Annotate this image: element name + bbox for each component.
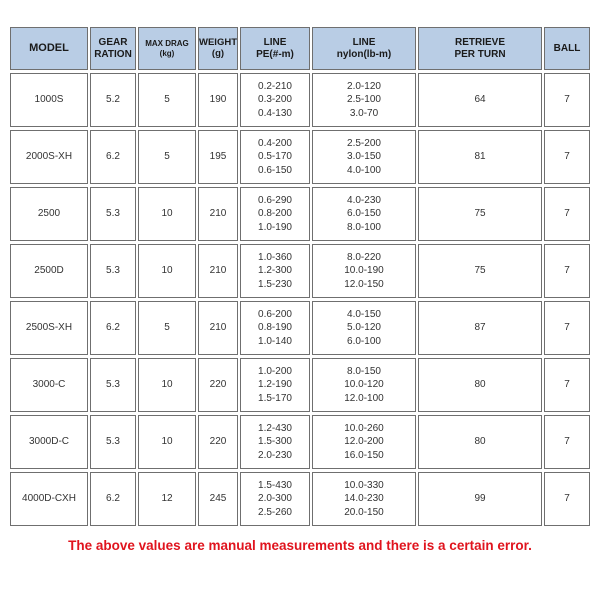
cell-line: 8.0-150	[347, 365, 381, 377]
header-line: nylon(lb-m)	[336, 48, 392, 60]
header-line: PE(#-m)	[256, 48, 294, 60]
spec-table	[8, 24, 592, 529]
weight-cell: 210	[198, 301, 238, 355]
cell-line: 1.0-360	[258, 251, 292, 263]
model-cell: 4000D-CXH	[10, 472, 88, 526]
retrieve-cell: 81	[418, 130, 542, 184]
cell-line: 2.5-200	[347, 137, 381, 149]
cell-line: 10.0-120	[344, 379, 384, 391]
retrieve-cell: 64	[418, 73, 542, 127]
gear-ratio-cell: 6.2	[90, 130, 136, 184]
line-pe-cell	[240, 472, 310, 526]
cell-line: 10.0-330	[344, 479, 384, 491]
header-weight	[198, 27, 238, 70]
line-pe-cell	[240, 415, 310, 469]
model-cell: 2000S-XH	[10, 130, 88, 184]
ball-cell: 7	[544, 187, 590, 241]
model-cell: 2500D	[10, 244, 88, 298]
max-drag-cell: 10	[138, 358, 196, 412]
max-drag-cell: 10	[138, 244, 196, 298]
line-pe-cell	[240, 244, 310, 298]
header-retrieve-per-turn	[418, 27, 542, 70]
ball-cell: 7	[544, 301, 590, 355]
measurement-note: The above values are manual measurements and there is a certain error.	[68, 538, 532, 553]
weight-cell: 245	[198, 472, 238, 526]
cell-line: 1.0-200	[258, 365, 292, 377]
retrieve-cell: 80	[418, 358, 542, 412]
line-nylon-cell	[312, 187, 416, 241]
cell-line: 1.0-140	[258, 335, 292, 347]
weight-cell: 210	[198, 187, 238, 241]
header-line: PER TURN	[454, 48, 506, 60]
header-line: LINE	[263, 37, 287, 48]
header-line: LINE	[352, 37, 376, 48]
cell-line: 10.0-190	[344, 265, 384, 277]
ball-cell: 7	[544, 358, 590, 412]
max-drag-cell: 5	[138, 73, 196, 127]
cell-line: 6.0-150	[347, 208, 381, 220]
cell-line: 6.0-100	[347, 335, 381, 347]
table-row	[10, 187, 590, 241]
cell-line: 1.2-300	[258, 265, 292, 277]
cell-line: 2.0-230	[258, 449, 292, 461]
gear-ratio-cell: 6.2	[90, 301, 136, 355]
line-pe-cell	[240, 358, 310, 412]
gear-ratio-cell: 5.3	[90, 358, 136, 412]
cell-line: 20.0-150	[344, 506, 384, 518]
cell-line: 12.0-150	[344, 278, 384, 290]
cell-line: 8.0-100	[347, 221, 381, 233]
model-cell: 1000S	[10, 73, 88, 127]
model-cell: 2500S-XH	[10, 301, 88, 355]
cell-line: 0.6-150	[258, 164, 292, 176]
header-line-pe	[240, 27, 310, 70]
weight-cell: 220	[198, 358, 238, 412]
header-line: RATION	[94, 48, 132, 60]
ball-cell: 7	[544, 73, 590, 127]
header-line: (kg)	[159, 48, 175, 58]
max-drag-cell: 12	[138, 472, 196, 526]
ball-cell: 7	[544, 415, 590, 469]
cell-line: 1.2-430	[258, 422, 292, 434]
ball-cell: 7	[544, 244, 590, 298]
line-nylon-cell	[312, 301, 416, 355]
weight-cell: 210	[198, 244, 238, 298]
header-line: WEIGHT	[199, 36, 237, 48]
cell-line: 2.0-120	[347, 80, 381, 92]
header-line: GEAR	[98, 37, 128, 48]
table-row	[10, 358, 590, 412]
header-line: MODEL	[29, 42, 69, 55]
cell-line: 5.0-120	[347, 322, 381, 334]
weight-cell: 190	[198, 73, 238, 127]
cell-line: 1.5-430	[258, 479, 292, 491]
line-pe-cell	[240, 130, 310, 184]
cell-line: 16.0-150	[344, 449, 384, 461]
retrieve-cell: 99	[418, 472, 542, 526]
cell-line: 1.0-190	[258, 221, 292, 233]
cell-line: 1.2-190	[258, 379, 292, 391]
cell-line: 14.0-230	[344, 493, 384, 505]
cell-line: 12.0-200	[344, 436, 384, 448]
header-line-nylon	[312, 27, 416, 70]
retrieve-cell: 80	[418, 415, 542, 469]
line-nylon-cell	[312, 358, 416, 412]
gear-ratio-cell: 5.2	[90, 73, 136, 127]
cell-line: 10.0-260	[344, 422, 384, 434]
cell-line: 12.0-100	[344, 392, 384, 404]
cell-line: 3.0-70	[349, 107, 379, 119]
cell-line: 4.0-150	[347, 308, 381, 320]
cell-line: 2.0-300	[258, 493, 292, 505]
weight-cell: 220	[198, 415, 238, 469]
cell-line: 4.0-100	[347, 164, 381, 176]
header-model	[10, 27, 88, 70]
max-drag-cell: 10	[138, 187, 196, 241]
retrieve-cell: 87	[418, 301, 542, 355]
cell-line: 0.2-210	[258, 80, 292, 92]
gear-ratio-cell: 5.3	[90, 415, 136, 469]
cell-line: 0.3-200	[258, 94, 292, 106]
weight-cell: 195	[198, 130, 238, 184]
model-cell: 2500	[10, 187, 88, 241]
max-drag-cell: 5	[138, 301, 196, 355]
table-row	[10, 244, 590, 298]
line-nylon-cell	[312, 73, 416, 127]
model-cell: 3000-C	[10, 358, 88, 412]
cell-line: 1.5-230	[258, 278, 292, 290]
cell-line: 0.6-200	[258, 308, 292, 320]
header-line: RETRIEVE	[454, 37, 505, 48]
ball-cell: 7	[544, 130, 590, 184]
cell-line: 0.4-130	[258, 107, 292, 119]
cell-line: 0.4-200	[258, 137, 292, 149]
cell-line: 1.5-300	[258, 436, 292, 448]
line-pe-cell	[240, 73, 310, 127]
cell-line: 8.0-220	[347, 251, 381, 263]
cell-line: 2.5-260	[258, 506, 292, 518]
line-pe-cell	[240, 301, 310, 355]
header-ball	[544, 27, 590, 70]
line-nylon-cell	[312, 244, 416, 298]
cell-line: 0.8-200	[258, 208, 292, 220]
gear-ratio-cell: 5.3	[90, 244, 136, 298]
line-nylon-cell	[312, 472, 416, 526]
header-line: MAX DRAG	[145, 39, 189, 49]
header-line: BALL	[553, 42, 581, 54]
table-row	[10, 472, 590, 526]
ball-cell: 7	[544, 472, 590, 526]
header-line: (g)	[211, 47, 225, 59]
table-row	[10, 415, 590, 469]
cell-line: 1.5-170	[258, 392, 292, 404]
header-max-drag	[138, 27, 196, 70]
line-pe-cell	[240, 187, 310, 241]
max-drag-cell: 10	[138, 415, 196, 469]
max-drag-cell: 5	[138, 130, 196, 184]
line-nylon-cell	[312, 415, 416, 469]
line-nylon-cell	[312, 130, 416, 184]
gear-ratio-cell: 5.3	[90, 187, 136, 241]
cell-line: 0.8-190	[258, 322, 292, 334]
cell-line: 4.0-230	[347, 194, 381, 206]
retrieve-cell: 75	[418, 187, 542, 241]
spec-table-body	[10, 73, 590, 526]
gear-ratio-cell: 6.2	[90, 472, 136, 526]
retrieve-cell: 75	[418, 244, 542, 298]
model-cell: 3000D-C	[10, 415, 88, 469]
table-row	[10, 73, 590, 127]
table-row	[10, 301, 590, 355]
table-row	[10, 130, 590, 184]
cell-line: 0.5-170	[258, 151, 292, 163]
cell-line: 2.5-100	[347, 94, 381, 106]
header-gear-ratio	[90, 27, 136, 70]
cell-line: 0.6-290	[258, 194, 292, 206]
cell-line: 3.0-150	[347, 151, 381, 163]
header-row	[10, 27, 590, 70]
